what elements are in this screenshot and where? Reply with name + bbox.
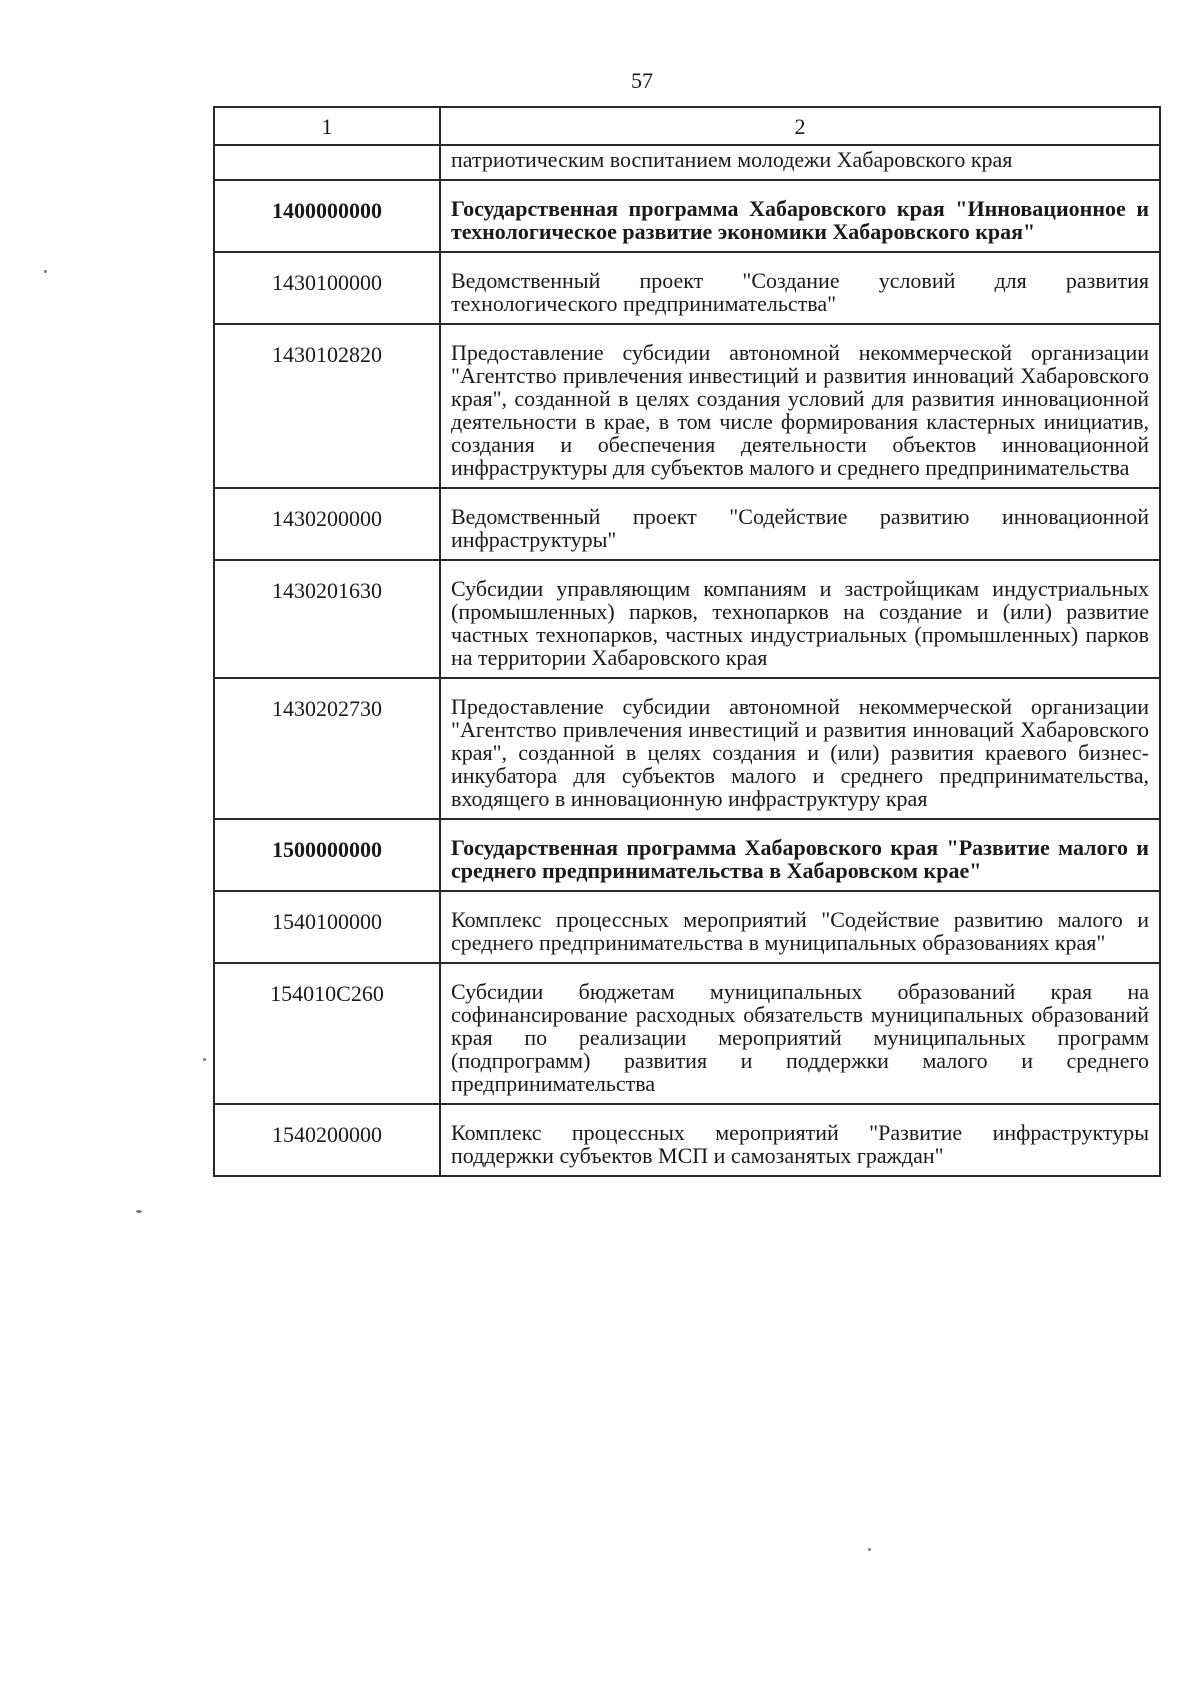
row-code: 154010С260	[214, 963, 440, 1104]
row-code: 1430200000	[214, 488, 440, 560]
budget-classification-table	[213, 106, 1161, 1177]
column-header-description: 2	[440, 107, 1160, 145]
row-description: патриотическим воспитанием молодежи Хабаровского края	[440, 145, 1160, 180]
table-row	[214, 560, 1160, 678]
row-description: Ведомственный проект "Содействие развитию инновационной инфраструктуры"	[440, 488, 1160, 560]
row-code: 1430202730	[214, 678, 440, 819]
row-description: Комплекс процессных мероприятий "Развитие инфраструктуры поддержки субъектов МСП и самозанятых граждан"	[440, 1104, 1160, 1176]
table-row	[214, 488, 1160, 560]
row-code: 1500000000	[214, 819, 440, 891]
scan-speck	[203, 1058, 206, 1061]
scan-speck	[868, 1548, 871, 1551]
table-row	[214, 678, 1160, 819]
row-description: Субсидии бюджетам муниципальных образований края на софинансирование расходных обязательств муниципальных образований края по реализации мероприятий муниципальных программ (подпрограмм) развития и поддержки малого и среднего предпринимательства	[440, 963, 1160, 1104]
row-code: 1540100000	[214, 891, 440, 963]
table-row	[214, 145, 1160, 180]
row-description: Ведомственный проект "Создание условий для развития технологического предпринимательства"	[440, 252, 1160, 324]
table-row	[214, 891, 1160, 963]
row-code: 1430102820	[214, 324, 440, 488]
row-description: Предоставление субсидии автономной некоммерческой организации "Агентство привлечения инвестиций и развития инноваций Хабаровского края", созданной в целях создания условий для развития инновационной деятельности в крае, в том числе формирования кластерных инициатив, создания и обеспечения деятельности объектов инновационной инфраструктуры для субъектов малого и среднего предпринимательства	[440, 324, 1160, 488]
row-code: 1400000000	[214, 180, 440, 252]
row-description: Комплекс процессных мероприятий "Содействие развитию малого и среднего предпринимательства в муниципальных образованиях края"	[440, 891, 1160, 963]
row-description: Субсидии управляющим компаниям и застройщикам индустриальных (промышленных) парков, технопарков на создание и (или) развитие частных технопарков, частных индустриальных (промышленных) парков на территории Хабаровского края	[440, 560, 1160, 678]
column-header-code: 1	[214, 107, 440, 145]
row-description: Предоставление субсидии автономной некоммерческой организации "Агентство привлечения инвестиций и развития инноваций Хабаровского края", созданной в целях создания и (или) развития краевого бизнес-инкубатора для субъектов малого и среднего предпринимательства, входящего в инновационную инфраструктуру края	[440, 678, 1160, 819]
table-header-row	[214, 107, 1160, 145]
page-number: 57	[631, 68, 653, 93]
table-row	[214, 819, 1160, 891]
table-row	[214, 252, 1160, 324]
table-row	[214, 1104, 1160, 1176]
row-code: 1430100000	[214, 252, 440, 324]
table-row	[214, 324, 1160, 488]
row-description: Государственная программа Хабаровского края "Инновационное и технологическое развитие экономики Хабаровского края"	[440, 180, 1160, 252]
table-row	[214, 180, 1160, 252]
scan-speck	[44, 270, 47, 273]
row-code	[214, 145, 440, 180]
row-code: 1540200000	[214, 1104, 440, 1176]
row-description: Государственная программа Хабаровского края "Развитие малого и среднего предпринимательства в Хабаровском крае"	[440, 819, 1160, 891]
scan-speck	[136, 1210, 142, 1213]
table-row	[214, 963, 1160, 1104]
row-code: 1430201630	[214, 560, 440, 678]
